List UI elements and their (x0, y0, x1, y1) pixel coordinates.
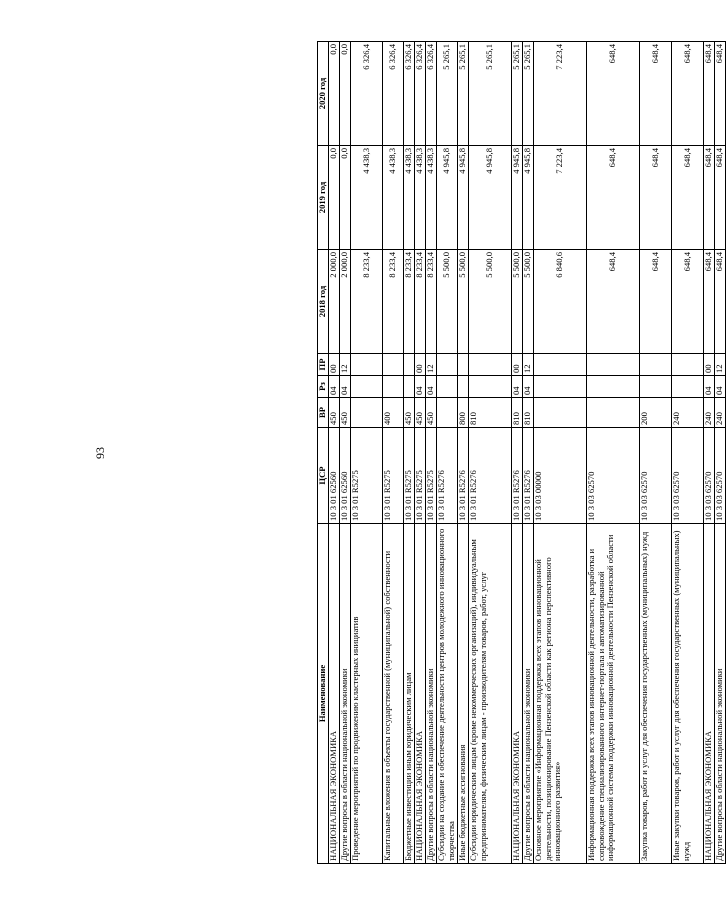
cell-2018: 648,4 (640, 250, 672, 354)
cell-2019: 0,0 (329, 146, 340, 250)
cell-vr: 240 (704, 398, 715, 428)
header-pr: ПР (318, 354, 329, 376)
cell-rz (437, 376, 458, 398)
cell-rz (640, 376, 672, 398)
cell-csr: 10 3 03 62570 (640, 428, 672, 524)
cell-rz (469, 376, 512, 398)
cell-2019: 4 945,8 (458, 146, 469, 250)
table-row (715, 42, 726, 864)
cell-2019: 648,4 (715, 146, 726, 250)
cell-2018: 648,4 (587, 250, 640, 354)
cell-2018: 648,4 (715, 250, 726, 354)
cell-2020: 7 223,4 (534, 42, 587, 146)
cell-vr (534, 398, 587, 428)
cell-name: Субсидии на создание и обеспечение деятельности центров молодежного инновационного творчества (437, 524, 458, 864)
header-vr: ВР (318, 398, 329, 428)
cell-2018: 648,4 (704, 250, 715, 354)
cell-vr: 810 (523, 398, 534, 428)
cell-pr (534, 354, 587, 376)
table-row (672, 42, 704, 864)
cell-2018: 8 233,4 (383, 250, 404, 354)
cell-2020: 5 265,1 (469, 42, 512, 146)
cell-pr: 00 (704, 354, 715, 376)
cell-name: Бюджетные инвестиции иным юридическим лицам (404, 524, 415, 864)
cell-name: Субсидии юридическим лицам (кроме некоммерческих организаций), индивидуальным предпринимателям, физическим лицам - производителям товаров, работ, услуг (469, 524, 512, 864)
cell-vr: 450 (426, 398, 437, 428)
cell-pr: 00 (329, 354, 340, 376)
cell-csr: 10 3 01 R5276 (512, 428, 523, 524)
header-csr: ЦСР (318, 428, 329, 524)
cell-vr: 200 (640, 398, 672, 428)
cell-2020: 5 265,1 (523, 42, 534, 146)
cell-csr: 10 3 03 62570 (587, 428, 640, 524)
cell-csr: 10 3 01 R5276 (523, 428, 534, 524)
page-number: 93 (93, 447, 107, 459)
cell-2018: 5 500,0 (523, 250, 534, 354)
cell-csr: 10 3 03 62570 (715, 428, 726, 524)
cell-name: Другие вопросы в области национальной экономики (340, 524, 351, 864)
cell-2020: 6 326,4 (351, 42, 383, 146)
cell-name: НАЦИОНАЛЬНАЯ ЭКОНОМИКА (329, 524, 340, 864)
cell-name: Другие вопросы в области национальной экономики (426, 524, 437, 864)
cell-2019: 648,4 (640, 146, 672, 250)
cell-csr: 10 3 01 62560 (329, 428, 340, 524)
cell-2018: 5 500,0 (469, 250, 512, 354)
cell-rz (351, 376, 383, 398)
cell-2019: 648,4 (672, 146, 704, 250)
table-row (640, 42, 672, 864)
cell-rz: 04 (704, 376, 715, 398)
cell-name: НАЦИОНАЛЬНАЯ ЭКОНОМИКА (704, 524, 715, 864)
cell-csr: 10 3 01 R5275 (415, 428, 426, 524)
cell-2019: 4 945,8 (437, 146, 458, 250)
cell-pr (404, 354, 415, 376)
table-row (351, 42, 383, 864)
cell-2020: 5 265,1 (437, 42, 458, 146)
table-row (383, 42, 404, 864)
cell-2019: 4 945,8 (523, 146, 534, 250)
cell-name: Капитальные вложения в объекты государственной (муниципальной) собственности (383, 524, 404, 864)
cell-2019: 4 945,8 (469, 146, 512, 250)
table-header-row (318, 42, 329, 864)
cell-2019: 4 945,8 (512, 146, 523, 250)
cell-csr: 10 3 01 R5275 (383, 428, 404, 524)
cell-pr (469, 354, 512, 376)
cell-pr: 12 (523, 354, 534, 376)
cell-csr: 10 3 03 62570 (704, 428, 715, 524)
cell-vr: 450 (415, 398, 426, 428)
cell-2020: 5 265,1 (458, 42, 469, 146)
cell-pr (437, 354, 458, 376)
cell-csr: 10 3 01 R5276 (469, 428, 512, 524)
table-body (329, 42, 726, 864)
cell-2018: 8 233,4 (404, 250, 415, 354)
header-rz: Рз (318, 376, 329, 398)
table-row (704, 42, 715, 864)
cell-2018: 6 840,6 (534, 250, 587, 354)
cell-2020: 6 326,4 (415, 42, 426, 146)
cell-name: НАЦИОНАЛЬНАЯ ЭКОНОМИКА (415, 524, 426, 864)
cell-rz: 04 (329, 376, 340, 398)
table-row (458, 42, 469, 864)
cell-2019: 4 438,3 (404, 146, 415, 250)
header-name: Наименование (318, 524, 329, 864)
cell-2019: 7 223,4 (534, 146, 587, 250)
cell-rz (534, 376, 587, 398)
table-row (534, 42, 587, 864)
cell-vr (351, 398, 383, 428)
cell-rz (383, 376, 404, 398)
cell-2018: 5 500,0 (458, 250, 469, 354)
cell-rz (458, 376, 469, 398)
table-row (469, 42, 512, 864)
cell-rz: 04 (426, 376, 437, 398)
cell-csr: 10 3 03 00000 (534, 428, 587, 524)
cell-name: Иные бюджетные ассигнования (458, 524, 469, 864)
cell-2019: 4 438,3 (351, 146, 383, 250)
cell-csr: 10 3 01 62560 (340, 428, 351, 524)
cell-2019: 0,0 (340, 146, 351, 250)
cell-2018: 8 233,4 (351, 250, 383, 354)
cell-name: Другие вопросы в области национальной экономики (715, 524, 726, 864)
cell-2020: 0,0 (329, 42, 340, 146)
cell-2020: 0,0 (340, 42, 351, 146)
cell-2019: 4 438,3 (426, 146, 437, 250)
cell-pr: 12 (340, 354, 351, 376)
cell-rz: 04 (523, 376, 534, 398)
table-row (426, 42, 437, 864)
cell-pr: 00 (415, 354, 426, 376)
cell-2018: 2 000,0 (340, 250, 351, 354)
cell-pr: 00 (512, 354, 523, 376)
cell-name: Другие вопросы в области национальной экономики (523, 524, 534, 864)
header-2018: 2018 год (318, 250, 329, 354)
cell-2020: 648,4 (715, 42, 726, 146)
cell-2020: 6 326,4 (404, 42, 415, 146)
budget-table (317, 41, 726, 864)
cell-name: Закупка товаров, работ и услуг для обеспечения государственных (муниципальных) нужд (640, 524, 672, 864)
cell-vr: 240 (715, 398, 726, 428)
cell-vr: 810 (512, 398, 523, 428)
cell-name: Информационная поддержка всех этапов инновационной деятельности, разработка и сопровождение специализированного интернет-портала и автоматизированной информационной системы поддержки инновационной деятельности Пензенской области (587, 524, 640, 864)
cell-name: НАЦИОНАЛЬНАЯ ЭКОНОМИКА (512, 524, 523, 864)
header-2020: 2020 год (318, 42, 329, 146)
cell-2020: 6 326,4 (426, 42, 437, 146)
cell-csr: 10 3 01 R5275 (426, 428, 437, 524)
cell-csr: 10 3 01 R5275 (351, 428, 383, 524)
cell-rz: 04 (340, 376, 351, 398)
cell-vr: 450 (404, 398, 415, 428)
cell-pr (351, 354, 383, 376)
cell-2018: 5 500,0 (437, 250, 458, 354)
cell-csr: 10 3 01 R5276 (458, 428, 469, 524)
table-row (329, 42, 340, 864)
cell-pr: 12 (715, 354, 726, 376)
cell-2019: 4 438,3 (415, 146, 426, 250)
cell-name: Основное мероприятие «Информационная поддержка всех этапов инновационной деятельности, позиционирование Пензенской области как региона перспективного инновационного развития» (534, 524, 587, 864)
table-row (437, 42, 458, 864)
cell-vr: 450 (340, 398, 351, 428)
cell-name: Проведение мероприятий по продвижению кластерных инициатив (351, 524, 383, 864)
header-2019: 2019 год (318, 146, 329, 250)
cell-2020: 5 265,1 (512, 42, 523, 146)
cell-2019: 4 438,3 (383, 146, 404, 250)
cell-vr: 800 (458, 398, 469, 428)
cell-2018: 5 500,0 (512, 250, 523, 354)
cell-2018: 8 233,4 (426, 250, 437, 354)
cell-vr: 240 (672, 398, 704, 428)
cell-rz (587, 376, 640, 398)
cell-2018: 648,4 (672, 250, 704, 354)
cell-2020: 648,4 (587, 42, 640, 146)
cell-2020: 648,4 (672, 42, 704, 146)
cell-pr (587, 354, 640, 376)
cell-vr (437, 398, 458, 428)
cell-rz (672, 376, 704, 398)
cell-2020: 6 326,4 (383, 42, 404, 146)
table-row (415, 42, 426, 864)
cell-pr (672, 354, 704, 376)
cell-pr (458, 354, 469, 376)
table-row (512, 42, 523, 864)
cell-rz: 04 (512, 376, 523, 398)
cell-2019: 648,4 (587, 146, 640, 250)
cell-vr: 450 (329, 398, 340, 428)
rotated-table-wrapper (317, 42, 725, 864)
cell-csr: 10 3 01 R5276 (437, 428, 458, 524)
cell-pr (640, 354, 672, 376)
cell-vr: 400 (383, 398, 404, 428)
cell-2018: 2 000,0 (329, 250, 340, 354)
table-row (523, 42, 534, 864)
table-row (404, 42, 415, 864)
cell-name: Иные закупки товаров, работ и услуг для обеспечения государственных (муниципальных) нужд (672, 524, 704, 864)
cell-2019: 648,4 (704, 146, 715, 250)
cell-vr: 810 (469, 398, 512, 428)
cell-2020: 648,4 (704, 42, 715, 146)
cell-pr (383, 354, 404, 376)
cell-pr: 12 (426, 354, 437, 376)
cell-rz: 04 (715, 376, 726, 398)
cell-vr (587, 398, 640, 428)
table-row (340, 42, 351, 864)
cell-rz (404, 376, 415, 398)
table-row (587, 42, 640, 864)
cell-rz: 04 (415, 376, 426, 398)
cell-csr: 10 3 01 R5275 (404, 428, 415, 524)
cell-2018: 8 233,4 (415, 250, 426, 354)
cell-csr: 10 3 03 62570 (672, 428, 704, 524)
cell-2020: 648,4 (640, 42, 672, 146)
